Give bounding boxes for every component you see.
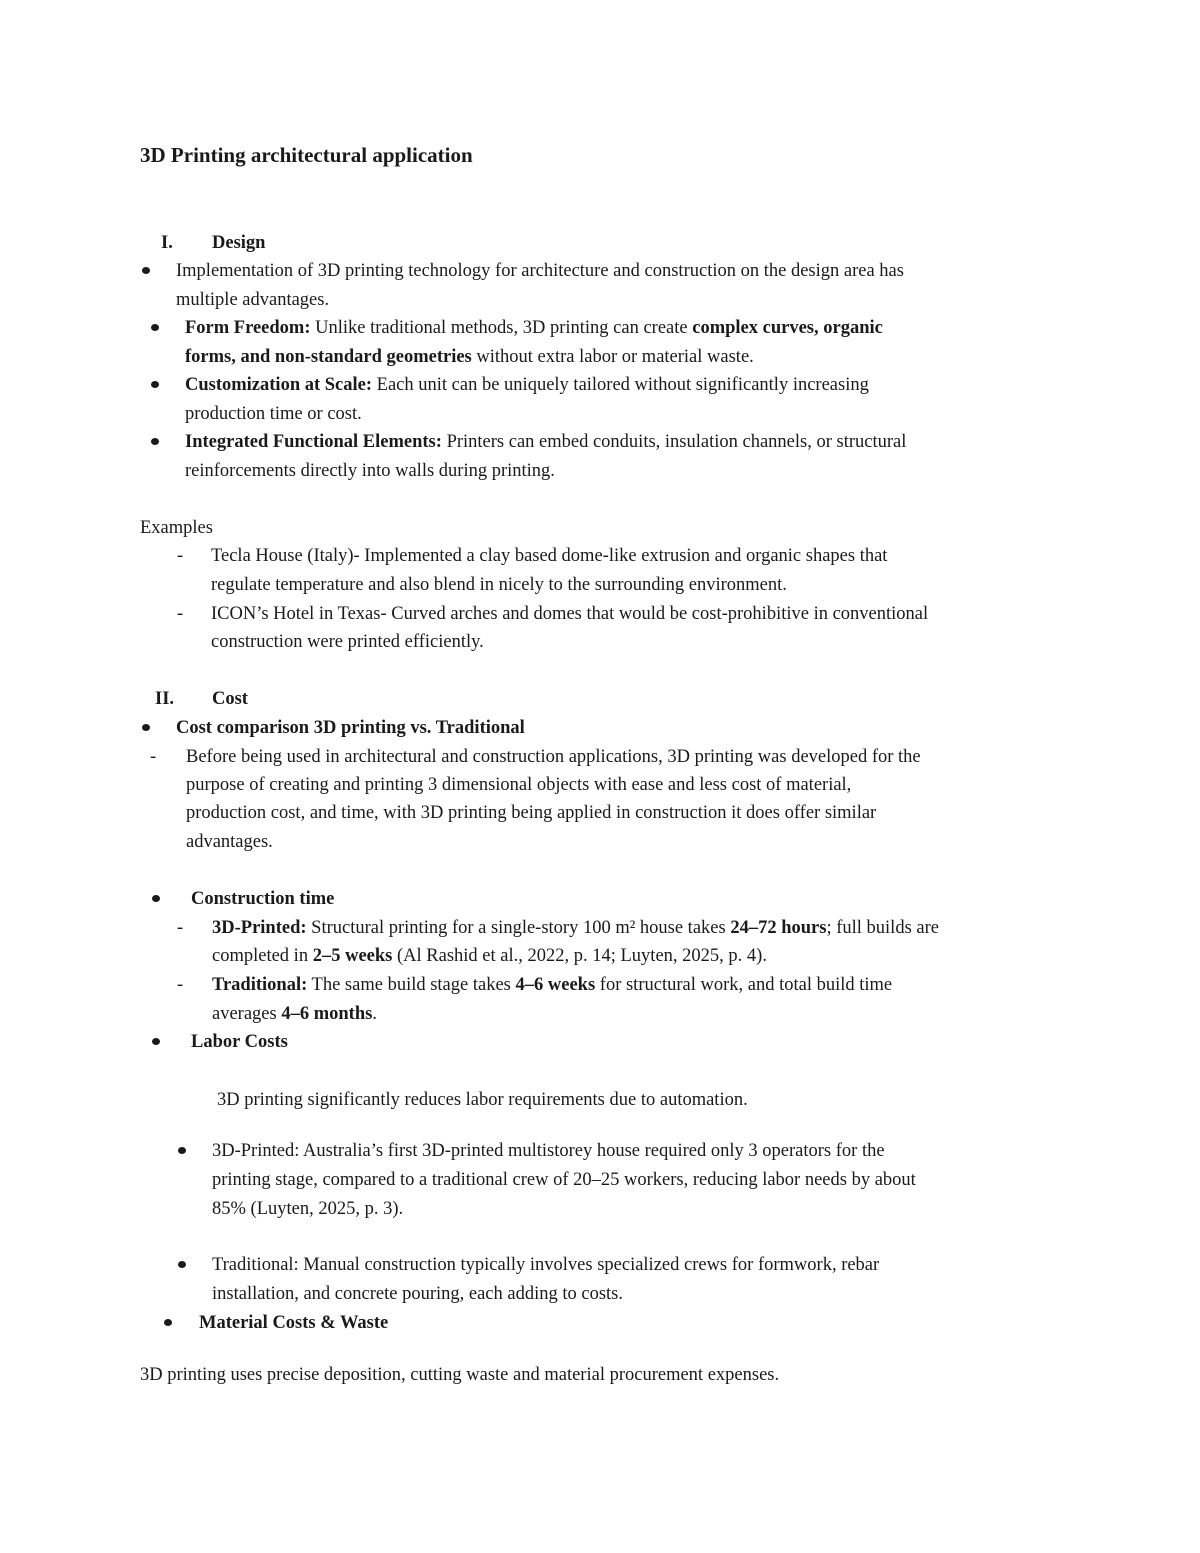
labor-traditional-line: Traditional: Manual construction typically involves specialized crews for formwork, rebar (212, 1255, 880, 1275)
text-run: Structural printing for a single-story 100 m² house takes (306, 918, 731, 938)
labor-3d-line: printing stage, compared to a traditional crew of 20–25 workers, reducing labor needs by about (212, 1170, 916, 1190)
text-run: Each unit can be uniquely tailored without significantly increasing (372, 375, 869, 395)
labor-3d-line: 3D-Printed: Australia’s first 3D-printed multistorey house required only 3 operators for the (212, 1141, 885, 1161)
cost-comparison-heading: Cost comparison 3D printing vs. Traditional (176, 718, 525, 738)
bullet-icon (151, 324, 159, 331)
bullet-icon (152, 895, 160, 902)
time-3d-printed-label: 3D-Printed: (212, 918, 307, 938)
bullet-icon (164, 1319, 172, 1326)
labor-intro: 3D printing significantly reduces labor requirements due to automation. (217, 1090, 748, 1110)
section-heading-cost: Cost (212, 689, 248, 709)
bullet-icon (142, 724, 150, 731)
bold-run: complex curves, organic (692, 318, 883, 338)
design-intro-line: multiple advantages. (176, 290, 330, 310)
dash-marker: - (177, 546, 184, 566)
bold-run: 4–6 months (281, 1004, 373, 1024)
text-run: (Al Rashid et al., 2022, p. 14; Luyten, 2025, p. 4). (392, 946, 767, 966)
dash-marker: - (177, 918, 184, 938)
example-tecla-line: Tecla House (Italy)- Implemented a clay based dome-like extrusion and organic shapes that (211, 546, 888, 566)
text-run: completed in (212, 946, 313, 966)
customization-line: production time or cost. (185, 404, 362, 424)
text-run: ; full builds are (826, 918, 939, 938)
dash-marker: - (177, 975, 184, 995)
labor-traditional-line: installation, and concrete pouring, each adding to costs. (212, 1284, 623, 1304)
text-run: Unlike traditional methods, 3D printing can create (310, 318, 693, 338)
example-tecla-line: regulate temperature and also blend in nicely to the surrounding environment. (211, 575, 787, 595)
section-numeral: I. (161, 233, 173, 253)
customization-line (185, 371, 869, 400)
text-run: Printers can embed conduits, insulation channels, or structural (441, 432, 907, 452)
integrated-elements-line: reinforcements directly into walls during printing. (185, 461, 555, 481)
construction-time-heading: Construction time (191, 889, 335, 909)
material-costs-heading: Material Costs & Waste (199, 1313, 389, 1333)
bullet-icon (178, 1261, 186, 1268)
time-traditional-label: Traditional: (212, 975, 308, 995)
integrated-elements-line (185, 428, 906, 457)
form-freedom-line (185, 314, 883, 343)
form-freedom-line (185, 343, 754, 372)
bullet-icon (151, 381, 159, 388)
time-traditional-line (212, 971, 892, 1000)
cost-paragraph-line: production cost, and time, with 3D printing being applied in construction it does offer similar (186, 803, 877, 823)
time-traditional-line (212, 1000, 377, 1029)
labor-3d-line: 85% (Luyten, 2025, p. 3). (212, 1199, 404, 1219)
cost-paragraph-line: advantages. (186, 832, 273, 852)
material-costs-text: 3D printing uses precise deposition, cutting waste and material procurement expenses. (140, 1365, 780, 1385)
design-intro-line: Implementation of 3D printing technology for architecture and construction on the design area has (176, 261, 904, 281)
cost-paragraph-line: purpose of creating and printing 3 dimensional objects with ease and less cost of material, (186, 775, 852, 795)
bold-run: 4–6 weeks (515, 975, 596, 995)
example-icon-line: ICON’s Hotel in Texas- Curved arches and domes that would be cost-prohibitive in conventional (211, 604, 929, 624)
bullet-icon (178, 1147, 186, 1154)
bullet-icon (142, 267, 150, 274)
time-3d-printed-line (212, 942, 767, 971)
dash-marker: - (177, 604, 184, 624)
bold-run: forms, and non-standard geometries (185, 347, 472, 367)
time-3d-printed-line (212, 914, 939, 943)
bullet-icon (152, 1038, 160, 1045)
cost-paragraph-line: Before being used in architectural and construction applications, 3D printing was developed for the (186, 747, 921, 767)
examples-heading: Examples (140, 518, 213, 538)
text-run: for structural work, and total build time (595, 975, 893, 995)
integrated-elements-label: Integrated Functional Elements: (185, 432, 442, 452)
bullet-icon (151, 438, 159, 445)
form-freedom-label: Form Freedom: (185, 318, 311, 338)
example-icon-line: construction were printed efficiently. (211, 632, 484, 652)
section-numeral: II. (155, 689, 175, 709)
dash-marker: - (150, 747, 157, 767)
document-title: 3D Printing architectural application (140, 143, 473, 167)
section-heading-design: Design (212, 233, 266, 253)
text-run: . (372, 1004, 377, 1024)
bold-run: 2–5 weeks (312, 946, 393, 966)
text-run: The same build stage takes (307, 975, 516, 995)
text-run: without extra labor or material waste. (471, 347, 754, 367)
labor-costs-heading: Labor Costs (191, 1032, 288, 1052)
text-run: averages (212, 1004, 282, 1024)
bold-run: 24–72 hours (730, 918, 827, 938)
customization-label: Customization at Scale: (185, 375, 373, 395)
